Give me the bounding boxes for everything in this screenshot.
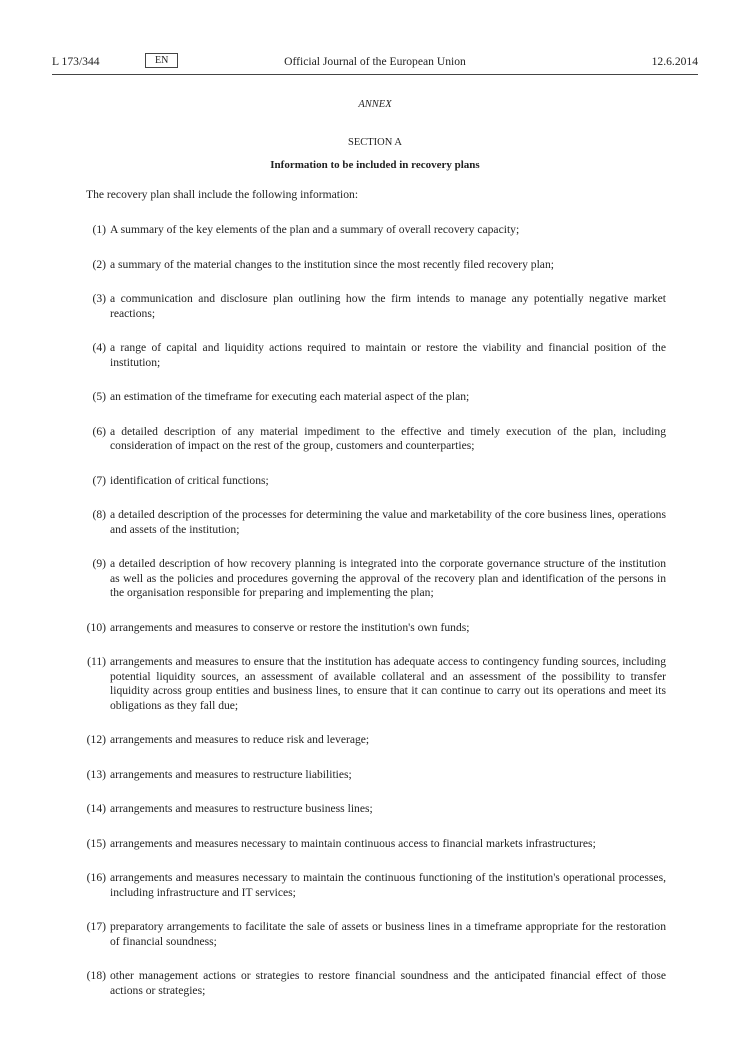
item-text: a detailed description of the processes for determining the value and marketability of the core business lines, operations and assets of the institution; [110,508,666,536]
item-number: (17) [86,920,106,933]
item-number: (9) [92,557,106,570]
item-number: (8) [92,508,106,521]
intro-paragraph: The recovery plan shall include the following information: [86,188,359,201]
list-item [0,258,750,273]
item-text: arrangements and measures to restructure liabilities; [110,767,352,781]
section-title: Information to be included in recovery plans [270,159,480,171]
item-text: identification of critical functions; [110,473,269,487]
list-item [0,390,750,405]
item-text: other management actions or strategies to restore financial soundness and the anticipated financial effect of those actions or strategies; [110,969,666,997]
item-number: (7) [92,473,106,487]
item-text: preparatory arrangements to facilitate the sale of assets or business lines in a timeframe appropriate for the restoration of financial soundness; [110,920,666,948]
list-item [0,768,750,783]
item-number: (2) [92,257,106,271]
list-item [0,733,750,748]
section-heading: SECTION A [348,137,402,148]
list-item [0,474,750,489]
item-number: (11) [87,655,106,668]
list-item [0,655,750,713]
item-number: (18) [86,969,106,982]
item-number: (4) [92,341,106,354]
item-text: a detailed description of how recovery planning is integrated into the corporate governance structure of the institution as well as the policies and procedures governing the approval of the recovery plan and identification of the persons in the organisation responsible for preparing and implementing the plan; [110,557,666,599]
item-text: a summary of the material changes to the institution since the most recently filed recovery plan; [110,257,554,271]
list-item [0,802,750,817]
language-badge: EN [145,53,178,68]
information-list [0,223,750,1018]
item-number: (13) [86,767,106,781]
list-item [0,557,750,601]
item-text: A summary of the key elements of the plan and a summary of overall recovery capacity; [110,223,520,236]
item-text: arrangements and measures to ensure that the institution has adequate access to contingency funding sources, including potential liquidity sources, an assessment of available collateral and an assessment of the possibility to transfer liquidity across group entities and business lines, to ensure that it can continue to carry out its operations and meet its obligations as they fall due; [110,655,666,712]
list-item [0,292,750,321]
header-rule [52,74,698,75]
list-item [0,920,750,949]
item-text: a range of capital and liquidity actions required to maintain or restore the viability and financial position of the institution; [110,341,666,369]
item-number: (5) [92,390,106,403]
list-item [0,508,750,537]
item-text: a communication and disclosure plan outlining how the firm intends to manage any potentially negative market reactions; [110,292,666,320]
list-item [0,837,750,852]
item-number: (6) [92,424,106,438]
item-text: arrangements and measures to restructure business lines; [110,802,373,815]
item-text: arrangements and measures to conserve or restore the institution's own funds; [110,620,470,634]
publication-date: 12.6.2014 [651,55,698,68]
list-item [0,341,750,370]
journal-title: Official Journal of the European Union [284,55,466,68]
page-header [52,53,698,73]
list-item [0,871,750,900]
list-item [0,969,750,998]
item-number: (1) [92,223,106,236]
item-number: (16) [86,871,106,884]
list-item [0,621,750,636]
list-item [0,425,750,454]
item-text: arrangements and measures necessary to maintain the continuous functioning of the institution's operational processes, including infrastructure and IT services; [110,871,666,899]
item-number: (3) [92,292,106,305]
item-text: arrangements and measures to reduce risk and leverage; [110,733,370,746]
item-number: (14) [86,802,106,815]
item-number: (10) [86,620,106,634]
item-number: (15) [86,836,106,850]
item-number: (12) [86,733,106,746]
item-text: a detailed description of any material impediment to the effective and timely execution of the plan, including consideration of impact on the rest of the group, customers and counterparties; [110,424,666,452]
journal-reference: L 173/344 [52,55,100,68]
item-text: arrangements and measures necessary to maintain continuous access to financial markets infrastructures; [110,836,596,850]
list-item [0,223,750,238]
item-text: an estimation of the timeframe for executing each material aspect of the plan; [110,390,470,403]
annex-heading: ANNEX [358,99,392,110]
